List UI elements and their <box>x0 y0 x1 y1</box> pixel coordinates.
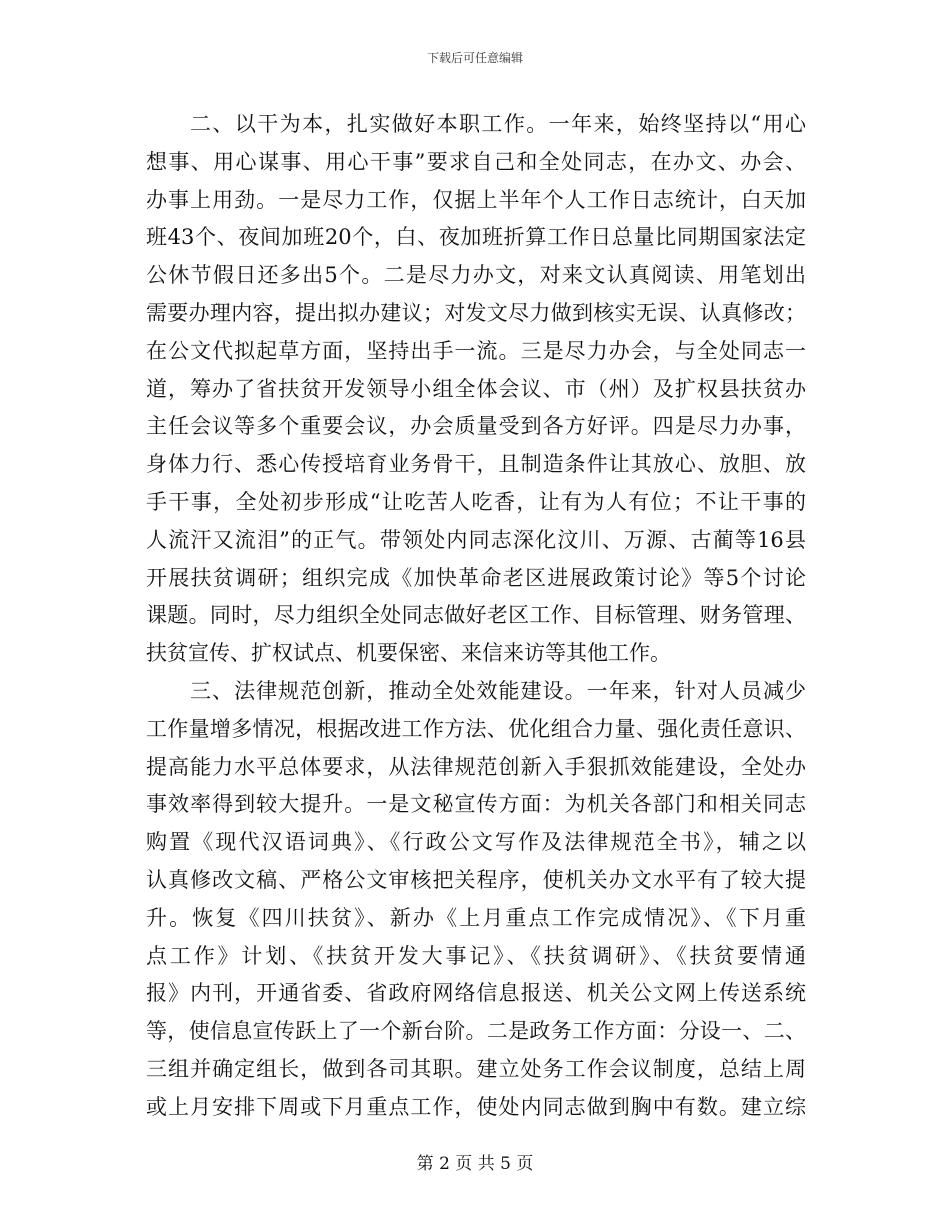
paragraph-line: 道，筹办了省扶贫开发领导小组全体会议、市（州）及扩权县扶贫办 <box>146 376 806 401</box>
paragraph-line: 提高能力水平总体要求，从法律规范创新入手狠抓效能建设，全处办 <box>146 754 806 779</box>
paragraph-line: 工作量增多情况，根据改进工作方法、优化组合力量、强化责任意识、 <box>146 716 806 741</box>
paragraph-line: 班43个、夜间加班20个，白、夜加班折算工作日总量比同期国家法定 <box>146 225 806 250</box>
paragraph-line: 人流汗又流泪”的正气。带领处内同志深化汶川、万源、古蔺等16县 <box>146 527 806 552</box>
paragraph-line: 三、法律规范创新，推动全处效能建设。一年来，针对人员减少 <box>190 678 806 703</box>
paragraph-line: 身体力行、悉心传授培育业务骨干，且制造条件让其放心、放胆、放 <box>146 452 806 477</box>
paragraph-line: 三组并确定组长，做到各司其职。建立处务工作会议制度，总结上周 <box>146 1056 806 1081</box>
paragraph-line: 升。恢复《四川扶贫》、新办《上月重点工作完成情况》、《下月重 <box>146 905 806 930</box>
paragraph-line: 办事上用劲。一是尽力工作，仅据上半年个人工作日志统计，白天加 <box>146 187 806 212</box>
paragraph-line: 认真修改文稿、严格公文审核把关程序，使机关办文水平有了较大提 <box>146 867 806 892</box>
document-body <box>146 106 806 1127</box>
page-header-note: 下载后可任意编辑 <box>426 51 523 65</box>
paragraph-line: 课题。同时，尽力组织全处同志做好老区工作、目标管理、财务管理、 <box>146 603 806 628</box>
paragraph-line: 点工作》计划、《扶贫开发大事记》、《扶贫调研》、《扶贫要情通 <box>146 943 806 968</box>
paragraph-line: 购置《现代汉语词典》、《行政公文写作及法律规范全书》，辅之以 <box>146 830 806 855</box>
paragraph-line: 或上月安排下周或下月重点工作，使处内同志做到胸中有数。建立综 <box>146 1094 806 1119</box>
paragraph-line: 手干事，全处初步形成“让吃苦人吃香，让有为人有位；不让干事的 <box>146 489 806 514</box>
paragraph-line: 主任会议等多个重要会议，办会质量受到各方好评。四是尽力办事， <box>146 414 806 439</box>
paragraph-line: 需要办理内容，提出拟办建议；对发文尽力做到核实无误、认真修改； <box>146 300 806 325</box>
paragraph-line: 扶贫宣传、扩权试点、机要保密、来信来访等其他工作。 <box>146 641 671 666</box>
paragraph-line: 等，使信息宣传跃上了一个新台阶。二是政务工作方面：分设一、二、 <box>146 1019 806 1044</box>
paragraph-line: 在公文代拟起草方面，坚持出手一流。三是尽力办会，与全处同志一 <box>146 338 806 363</box>
page-number: 第 2 页 共 5 页 <box>416 1154 534 1174</box>
paragraph-line: 二、以干为本，扎实做好本职工作。一年来，始终坚持以“用心 <box>190 112 806 136</box>
paragraph-line: 事效率得到较大提升。一是文秘宣传方面：为机关各部门和相关同志 <box>146 792 806 817</box>
paragraph-line: 报》内刊，开通省委、省政府网络信息报送、机关公文网上传送系统 <box>146 981 806 1006</box>
paragraph-line: 开展扶贫调研；组织完成《加快革命老区进展政策讨论》等5个讨论 <box>146 565 806 590</box>
paragraph-line: 想事、用心谋事、用心干事”要求自己和全处同志，在办文、办会、 <box>146 149 806 174</box>
paragraph-line: 公休节假日还多出5个。二是尽力办文，对来文认真阅读、用笔划出 <box>146 263 806 288</box>
